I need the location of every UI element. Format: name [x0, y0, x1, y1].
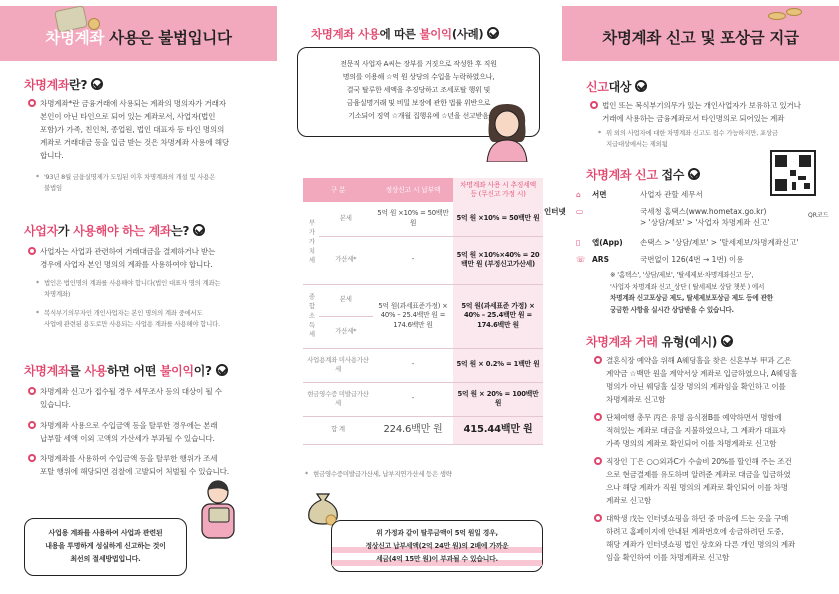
tip-bubble: 사업용 계좌를 사용하여 사업과 관련된 내용을 투명하게 성실하게 신고하는 것이 최선의 절세방법입니다. [24, 518, 187, 576]
check-icon [91, 78, 103, 90]
qr-code[interactable] [770, 150, 816, 196]
bullet-icon [594, 413, 602, 421]
paragraph: 법인 또는 복식부기의무가 있는 개인사업자가 보유하고 있거나 거래에 사용하는 금융계좌로서 타인명의로 되어있는 계좌 [602, 99, 834, 125]
paragraph: 사업자는 사업과 관련하여 거래대금을 결제하거나 받는 경우에 사업자 본인 명의의 계좌를 사용하여야 합니다. [40, 245, 270, 271]
example-item: 직장인 丁은 ○○외과C가 수술비 20%를 할인해 주는 조건 으로 현금결제를 유도하며 알려준 계좌로 대금을 입금하였 으나 해당 계좌가 직원 명의의 계좌로 확인되어 이를 차명 계좌로 신고함 [606, 455, 836, 507]
banner-left [0, 6, 277, 61]
table-row: 현금영수증 미발급가산세 - 5억 원 × 20% = 100백만 원 [303, 382, 543, 416]
table-total-row: 합 계 224.6백만 원 415.44백만 원 [303, 416, 543, 444]
check-icon [635, 80, 647, 92]
warning-bubble: 위 가정과 같이 탈루금액이 5억 원일 경우, 정상신고 납부세액(2억 24만 원)의 2배에 가까운 세금(4억 15만 원)이 부과될 수 있습니다. [331, 520, 543, 572]
paragraph: 차명계좌를 사용하여 수입금액 등을 탈루한 행위가 조세 포탈 행위에 해당되면 검찰에 고발되어 처벌될 수 있습니다. [40, 452, 270, 478]
table-header: 차명계좌 사용 시 추징세액 등 (무신고 가정 시) [453, 178, 543, 202]
table-footnote: * 현금영수증미발급가산세, 납부지연가산세 등은 생략 [305, 470, 452, 478]
case-bubble: 전문직 사업자 A씨는 장부를 거짓으로 작성한 후 직원 명의를 이용해 ☆억 원 상당의 수입을 누락하였으나, 결국 탈루한 세액을 추징당하고 조세포탈 행위 및 금융실명거래 및 비밀 보장에 관한 법률 위반으로 기소되어 징역 ☆개월 집행유예 ☆년을 선고받음 [297, 47, 540, 137]
paragraph: 차명계좌*란 금융거래에 사용되는 계좌의 명의자가 거래자 본인이 아닌 타인으로 되어 있는 계좌로서, 사업자(법인 포함)가 가족, 친인척, 종업원, 법인 대표자 등 타인 명의의 계좌로 거래대금 등을 입금 받는 것은 차명계좌 사용에 해당 합니다. [40, 97, 270, 162]
table-header: 구 분 [303, 178, 373, 202]
coin-icon [768, 12, 786, 20]
section-title-penalty: 차명계좌를 사용하면 어떤 불이익이? [24, 362, 228, 379]
check-icon [688, 168, 700, 180]
channel-row: ☏ ARS 국번없이 126(4번 → 1번) 이용 [576, 255, 744, 264]
bullet-icon [594, 514, 602, 522]
call-icon: ☏ [576, 255, 586, 264]
bullet-icon [28, 99, 36, 107]
panel-left [0, 0, 277, 594]
bullet-icon [28, 247, 36, 255]
table-row: 종합소득세 본세 5억 원(과세표준가정) × 40% – 25.4백만 원 = 174.6백만 원 5억 원(과세표준 가정) × 40% – 25.4백만 원 = 174.6백만 원 [303, 284, 543, 316]
table-row: 가산세* [303, 316, 543, 348]
section-title-examples: 차명계좌 거래 유형(예시) [586, 333, 733, 350]
channel-row: ▭ 인터넷 국세청 홈택스(www.hometax.go.kr) > '상담/제보' > '사업자 차명계좌 신고' [544, 207, 770, 227]
footnote: * 위 외의 사업자에 대한 차명계좌 신고도 접수 가능하지만, 포상금 지급대상에서는 제외됨 [598, 129, 778, 148]
paragraph: 차명계좌 사용으로 수입금액 등을 탈루한 경우에는 본래 납부할 세액 이외 고액의 가산세가 부과될 수 있습니다. [40, 419, 270, 445]
phone-icon: ▯ [576, 238, 581, 247]
building-icon: ⌂ [576, 190, 581, 199]
footnote: * '93년 8월 금융실명제가 도입된 이후 차명계좌의 개설 및 사용은 불법임 [36, 173, 216, 192]
section-title-what: 차명계좌란? [24, 76, 103, 93]
monitor-icon: ▭ [576, 207, 584, 216]
section-title-target: 신고대상 [586, 78, 647, 95]
table-row: 사업용계좌 미사용가산세 - 5억 원 × 0.2% = 1백만 원 [303, 348, 543, 382]
check-icon [216, 364, 228, 376]
example-item: 대학생 戊는 인터넷쇼핑을 하던 중 마음에 드는 옷을 구매 하려고 홈페이지에 안내된 계좌번호에 송금하려던 도중, 해당 계좌가 인터넷쇼핑 법인 상호와 다른 개인 명의의 계좌 임을 확인하여 이를 차명계좌로 신고함 [606, 512, 836, 564]
panel-middle [287, 0, 552, 594]
channel-row: ⌂ 서면 사업자 관할 세무서 [576, 190, 703, 199]
panel-right [544, 0, 839, 594]
check-icon [721, 335, 733, 347]
example-item: 결혼식장 예약을 위해 A웨딩홀을 찾은 신혼부부 甲과 乙은 계약금 ☆백만 원을 계약서상 계좌로 입금하였으나, A웨딩홀 명의가 아닌 웨딩홀 실장 명의의 계좌임을 확인하고 이를 차명계좌로 신고함 [606, 354, 836, 406]
section-title-case: 차명계좌 사용에 따른 불이익(사례) [311, 26, 499, 42]
bullet-icon [594, 356, 602, 364]
bullet-icon [594, 457, 602, 465]
bullet-icon [590, 101, 598, 109]
example-item: 단체여행 총무 丙은 유명 음식점B를 예약하면서 명함에 적혀있는 계좌로 대금을 지불하였으나, 그 계좌가 대표자 가족 명의의 계좌로 확인되어 이를 차명계좌로 신고함 [606, 411, 836, 450]
bullet-icon [28, 454, 36, 462]
woman-illustration [477, 100, 537, 162]
section-title-account: 사업자가 사용해야 하는 계좌는? [24, 222, 205, 239]
table-row: 가산세* - 5억 원 ×10%×40% = 20백만 원 (부정신고가산세) [303, 236, 543, 284]
check-icon [193, 224, 205, 236]
coin-icon [786, 8, 802, 16]
qr-label: QR코드 [808, 212, 829, 219]
bullet-icon [28, 421, 36, 429]
section-title-channels: 차명계좌 신고 접수 [586, 166, 700, 183]
paragraph: 차명계좌 신고가 접수될 경우 세무조사 등의 대상이 될 수 있습니다. [40, 385, 270, 411]
comparison-table [303, 178, 543, 445]
banner-title: 차명계좌 사용은 불법입니다 [45, 29, 232, 47]
channel-row: ▯ 앱(App) 손택스 > '상담/제보' > '탈세제보/차명계좌신고' [576, 238, 799, 247]
channel-note: ※ '홈택스', '상담/제보', '탈세제보·차명계좌신고 등', '사업자 차명계좌 신고_상단 ( 탈세제보 상담 챗봇 ) 에서 차명계좌 신고포상금 제도, 탈세제보포상금 제도 등에 관한 궁금한 사항을 실시간 상담받을 수 있습니다. [610, 271, 773, 314]
table-header: 정상신고 시 납부액 [373, 178, 453, 202]
banner-right [562, 6, 839, 61]
bullet-icon [28, 387, 36, 395]
check-icon [487, 27, 499, 39]
footnote: * 복식부기의무자인 개인사업자는 본인 명의의 계좌 중에서도 사업에 관련된 용도로만 사용되는 사업용 계좌를 사용해야 합니다. [36, 309, 220, 328]
footnote: * 법인은 법인명의 계좌를 사용해야 합니다(법인 대표자 명의 계좌는 차명계좌) [36, 279, 221, 298]
banner-title: 차명계좌 신고 및 포상금 지급 [602, 29, 799, 47]
table-row: 부가가치세 본세 5억 원 ×10% = 50백만 원 5억 원 ×10% = 50백만 원 [303, 202, 543, 236]
person-holding-money-illustration [188, 478, 248, 542]
